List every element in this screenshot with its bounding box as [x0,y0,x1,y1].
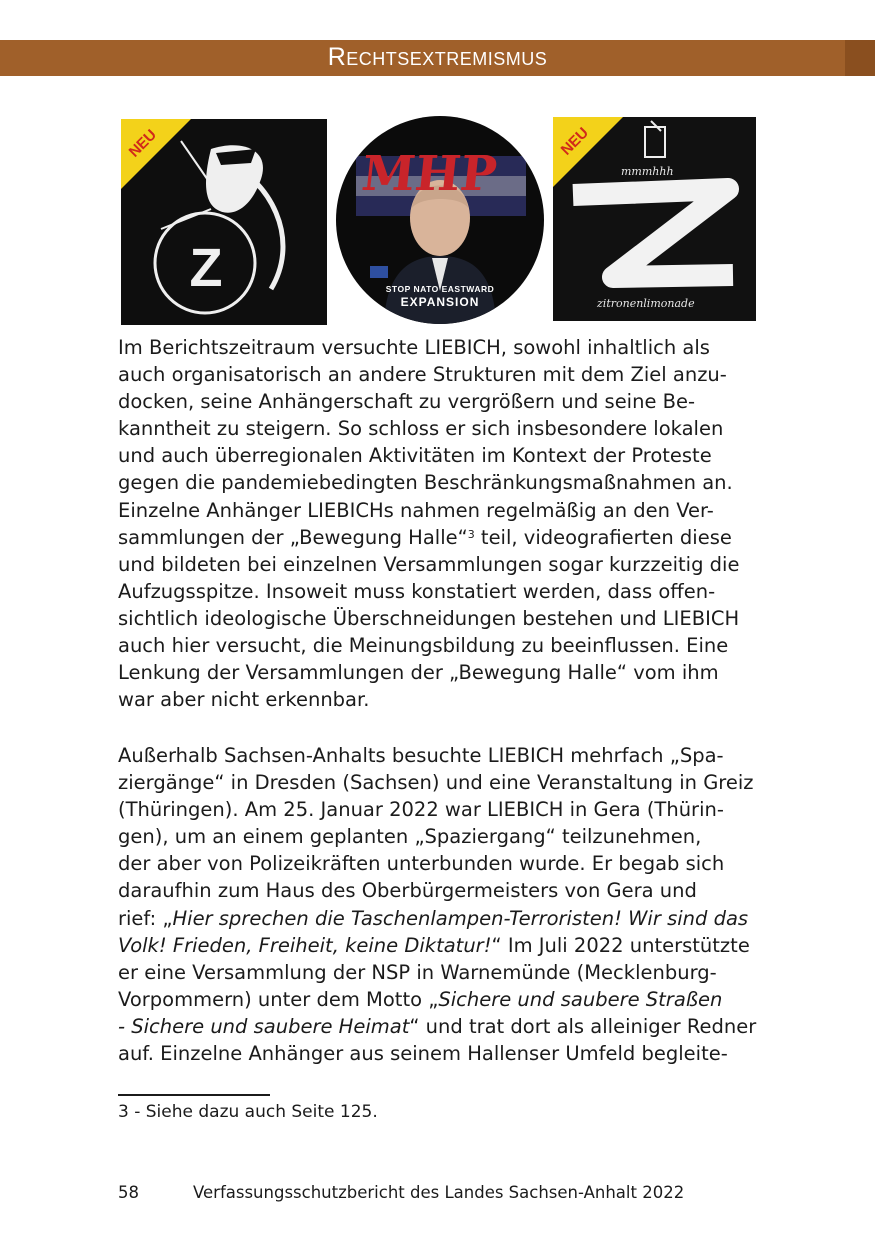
text-segment: sammlungen der „Bewegung Halle“ [118,525,468,549]
footnote-reference: 3 [467,527,475,541]
paragraph-2 [118,742,758,1067]
section-header-band [0,40,875,76]
lemonade-bottom-text: zitronenlimonade [597,297,695,310]
sticker-caption-line2: EXPANSION [400,295,480,309]
text-line: Aufzugsspitze. Insoweit muss konstatiert werden, dass offen- [118,579,716,603]
text-segment: “ und trat dort als alleiniger Redner [409,1014,757,1038]
text-segment: rief: „ [118,906,173,930]
text-line: Außerhalb Sachsen-Anhalts besuchte LIEBICH mehrfach „Spa- [118,744,724,767]
text-line: auch organisatorisch an andere Strukturen mit dem Ziel anzu- [118,363,727,387]
text-line [118,986,758,1013]
text-line: und bildeten bei einzelnen Versammlungen sogar kurzzeitig die [118,552,740,576]
image-putin-sticker [336,116,544,324]
text-line: Lenkung der Versammlungen der „Bewegung Halle“ vom ihm [118,661,719,685]
text-line: auch hier versucht, die Meinungsbildung zu beeinflussen. Eine [118,634,729,658]
text-line: und auch überregionalen Aktivitäten im Kontext der Proteste [118,444,712,468]
neu-badge-label: NEU [557,124,593,159]
text-line: ziergänge“ in Dresden (Sachsen) und eine Veranstaltung in Greiz [118,771,754,795]
footer-title: Verfassungsschutzbericht des Landes Sachsen-Anhalt 2022 [193,1183,685,1202]
text-line: daraufhin zum Haus des Oberbürgermeisters von Gera und [118,879,697,903]
footnote: 3 - Siehe dazu auch Seite 125. [118,1102,378,1122]
text-line [118,524,758,551]
text-line [118,1013,758,1040]
section-title: Rechtsextremismus [327,43,548,71]
text-line: gegen die pandemiebedingten Beschränkungsmaßnahmen an. [118,471,733,495]
text-line: auf. Einzelne Anhänger aus seinem Hallenser Umfeld begleite- [118,1042,728,1066]
sticker-caption-line1: STOP NATO EASTWARD [385,284,495,294]
text-line: Einzelne Anhänger LIEBICHs nahmen regelmäßig an den Ver- [118,498,714,522]
text-line: kanntheit zu steigern. So schloss er sich insbesondere lokalen [118,417,724,441]
paragraph-1 [118,334,758,713]
image-z-zorro [121,119,327,325]
text-line: gen), um an einem geplanten „Spaziergang“ teilzunehmen, [118,825,702,849]
text-line [118,905,758,932]
neu-badge-label: NEU [125,126,161,161]
motto-italic: Sichere und saubere Straßen [438,987,723,1011]
z-letter: Z [189,238,223,298]
text-line: sichtlich ideologische Überschneidungen bestehen und LIEBICH [118,606,740,630]
footnote-divider [118,1094,270,1096]
text-line [118,932,758,959]
text-line: er eine Versammlung der NSP in Warnemünde (Mecklenburg- [118,960,717,984]
lemonade-top-text: mmmhhh [621,165,674,178]
text-segment: Vorpommern) unter dem Motto „ [118,987,439,1011]
quote-italic: Hier sprechen die Taschenlampen-Terroristen! Wir sind das [172,906,749,930]
mhp-logo: MHP [359,146,500,202]
text-segment: teil, videografierten diese [474,525,732,549]
motto-italic: - Sichere und saubere Heimat [118,1014,410,1038]
text-line: Im Berichtszeitraum versuchte LIEBICH, sowohl inhaltlich als [118,336,710,359]
page-number: 58 [118,1183,139,1202]
image-z-lemonade [553,117,756,321]
text-line: (Thüringen). Am 25. Januar 2022 war LIEBICH in Gera (Thürin- [118,798,724,822]
text-line: docken, seine Anhängerschaft zu vergrößern und seine Be- [118,390,696,414]
text-line: der aber von Polizeikräften unterbunden wurde. Er begab sich [118,852,725,876]
text-line: war aber nicht erkennbar. [118,688,370,712]
text-segment: “ Im Juli 2022 unterstützte [491,933,750,957]
quote-italic: Volk! Frieden, Freiheit, keine Diktatur! [118,933,492,957]
